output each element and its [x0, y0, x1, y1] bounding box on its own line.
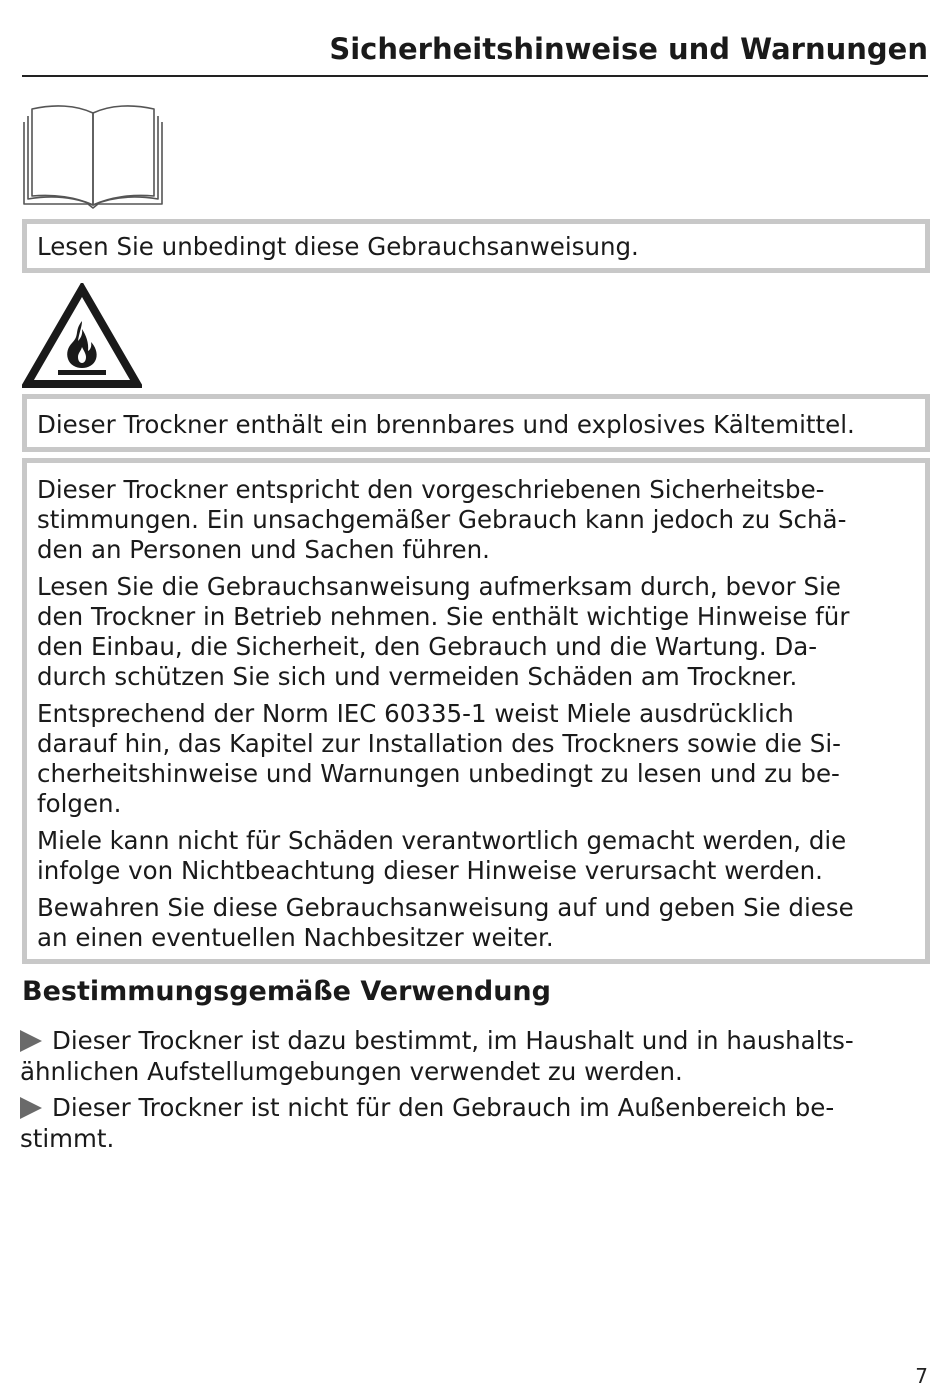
text-line: durch schützen Sie sich und vermeiden Schäden am Trockner.: [37, 662, 798, 691]
flammable-warning-icon: [22, 283, 142, 389]
page-title: Sicherheitshinweise und Warnungen: [329, 32, 928, 66]
info-paragraph: [27, 826, 925, 886]
text-line: den an Personen und Sachen führen.: [37, 535, 490, 564]
text-line: darauf hin, das Kapitel zur Installation des Trockners sowie die Si-: [37, 729, 841, 758]
read-manual-text: Lesen Sie unbedingt diese Gebrauchsanweisung.: [37, 232, 639, 261]
refrigerant-warning-text: Dieser Trockner enthält ein brennbares und explosives Kältemittel.: [37, 410, 855, 439]
page-number: 7: [915, 1364, 928, 1388]
open-book-icon: [22, 100, 164, 210]
info-paragraph: [27, 893, 925, 953]
header-divider: [22, 75, 928, 77]
info-paragraph: [27, 699, 925, 819]
text-line: Dieser Trockner entspricht den vorgeschriebenen Sicherheitsbe-: [37, 475, 825, 504]
text-line: Miele kann nicht für Schäden verantwortlich gemacht werden, die: [37, 826, 847, 855]
text-line: Entsprechend der Norm IEC 60335-1 weist Miele ausdrücklich: [37, 699, 794, 728]
info-paragraph: [27, 572, 925, 692]
triangle-bullet-icon: [20, 1030, 42, 1052]
text-line: den Einbau, die Sicherheit, den Gebrauch und die Wartung. Da-: [37, 632, 818, 661]
text-line: Dieser Trockner ist dazu bestimmt, im Haushalt und in haushalts-: [52, 1026, 854, 1055]
text-line: ähnlichen Aufstellumgebungen verwendet zu werden.: [20, 1057, 683, 1086]
text-line: Bewahren Sie diese Gebrauchsanweisung auf und geben Sie diese: [37, 893, 854, 922]
text-line: infolge von Nichtbeachtung dieser Hinweise verursacht werden.: [37, 856, 823, 885]
info-paragraph: [27, 475, 925, 565]
text-line: Dieser Trockner ist nicht für den Gebrauch im Außenbereich be-: [52, 1093, 835, 1122]
text-line: an einen eventuellen Nachbesitzer weiter.: [37, 923, 554, 952]
list-item: [20, 1025, 854, 1087]
refrigerant-warning-notice: [22, 394, 930, 452]
text-line: folgen.: [37, 789, 122, 818]
read-manual-notice: [22, 219, 930, 273]
safety-info-box: [22, 458, 930, 964]
list-item: [20, 1092, 834, 1154]
text-line: stimmt.: [20, 1124, 115, 1153]
section-heading: Bestimmungsgemäße Verwendung: [22, 976, 551, 1007]
text-line: stimmungen. Ein unsachgemäßer Gebrauch kann jedoch zu Schä-: [37, 505, 847, 534]
text-line: cherheitshinweise und Warnungen unbedingt zu lesen und zu be-: [37, 759, 840, 788]
triangle-bullet-icon: [20, 1097, 42, 1119]
text-line: Lesen Sie die Gebrauchsanweisung aufmerksam durch, bevor Sie: [37, 572, 841, 601]
text-line: den Trockner in Betrieb nehmen. Sie enthält wichtige Hinweise für: [37, 602, 850, 631]
